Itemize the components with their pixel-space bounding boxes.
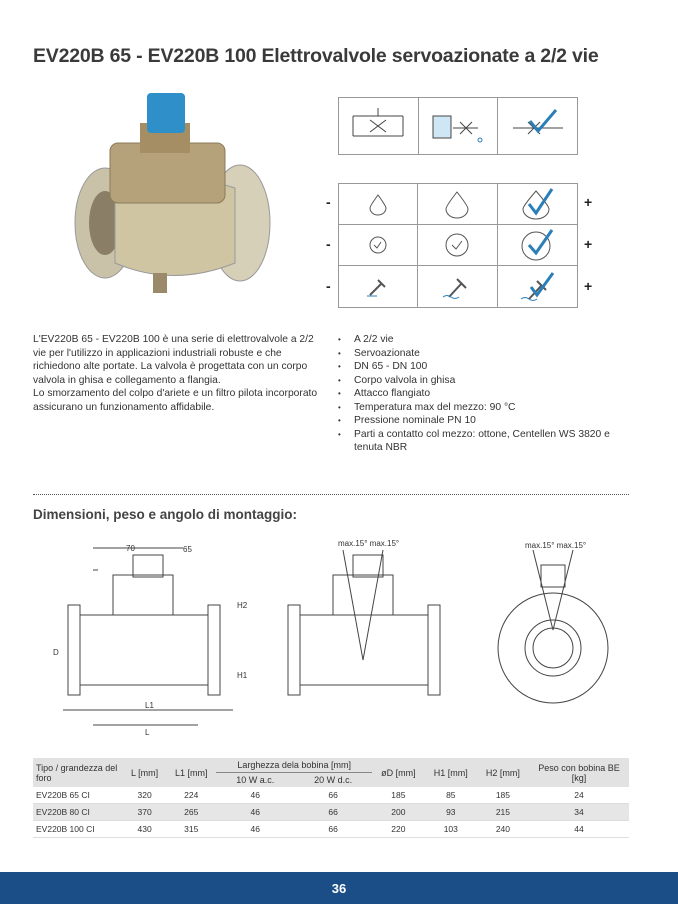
hammer-medium-icon	[418, 266, 497, 307]
feature-item: • A 2/2 vie	[338, 333, 628, 347]
table-cell: EV220B 100 CI	[33, 821, 123, 838]
table-row	[33, 821, 629, 838]
table-cell: EV220B 80 CI	[33, 804, 123, 821]
description	[33, 333, 323, 414]
dim-70: 70	[126, 544, 135, 553]
table-cell: 240	[477, 821, 529, 838]
clock-medium-icon	[418, 225, 497, 266]
feature-item: • DN 65 - DN 100	[338, 360, 628, 374]
plus-sign: +	[584, 278, 593, 294]
feature-item: • Servoazionate	[338, 347, 628, 361]
table-cell: 185	[477, 787, 529, 804]
table-cell: 430	[123, 821, 166, 838]
section-title: Dimensioni, peso e angolo di montaggio:	[33, 507, 298, 522]
drop-medium-icon	[418, 184, 497, 225]
header-l1: L1 [mm]	[166, 758, 216, 787]
table-cell: 265	[166, 804, 216, 821]
feature-item: • Pressione nominale PN 10	[338, 414, 628, 428]
dim-65: 65	[183, 545, 192, 554]
table-cell: 224	[166, 787, 216, 804]
plus-sign: +	[584, 236, 593, 252]
minus-sign: -	[326, 194, 331, 210]
feature-item: • Attacco flangiato	[338, 387, 628, 401]
header-d: øD [mm]	[372, 758, 425, 787]
table-cell: 24	[529, 787, 629, 804]
table-cell: 44	[529, 821, 629, 838]
table-cell: 85	[425, 787, 477, 804]
minus-sign: -	[326, 278, 331, 294]
header-tipo: Tipo / grandezza del foro	[33, 758, 123, 787]
plus-sign: +	[584, 194, 593, 210]
table-cell: 66	[294, 787, 372, 804]
table-cell: 315	[166, 821, 216, 838]
header-dc: 20 W d.c.	[294, 773, 372, 788]
description-paragraph: Lo smorzamento del colpo d'ariete e un filtro pilota incorporato assicurano un funzionamento affidabile.	[33, 388, 318, 413]
divider	[33, 494, 629, 495]
clock-check-icon	[498, 225, 577, 266]
table-cell: 46	[216, 821, 294, 838]
rating-grid	[338, 183, 578, 308]
table-cell: 200	[372, 804, 425, 821]
table-cell: 320	[123, 787, 166, 804]
drop-check-icon	[498, 184, 577, 225]
page-title: EV220B 65 - EV220B 100 Elettrovalvole servoazionate a 2/2 vie	[33, 45, 599, 67]
header-peso: Peso con bobina BE [kg]	[529, 758, 629, 787]
valve-photo	[45, 88, 300, 316]
table-cell: 34	[529, 804, 629, 821]
header-ac: 10 W a.c.	[216, 773, 294, 788]
table-cell: 93	[425, 804, 477, 821]
table-cell: 103	[425, 821, 477, 838]
table-cell: 215	[477, 804, 529, 821]
feature-item: • Temperatura max del mezzo: 90 °C	[338, 401, 628, 415]
dim-h2: H2	[237, 601, 248, 610]
angle-label: max.15° max.15°	[525, 541, 587, 550]
table-cell: 370	[123, 804, 166, 821]
dim-l1: L1	[145, 701, 154, 710]
table-cell: 66	[294, 821, 372, 838]
description-paragraph: L'EV220B 65 - EV220B 100 è una serie di elettrovalvole a 2/2 vie per l'utilizzo in applicazioni industriali robuste e che richiedono alte portate. La valvola è progettata con un corpo valvola in ghisa e collegamento a flangia.	[33, 334, 314, 386]
table-cell: 46	[216, 804, 294, 821]
feature-item: • Parti a contatto col mezzo: ottone, Centellen WS 3820 e tenuta NBR	[338, 428, 628, 455]
header-h2: H2 [mm]	[477, 758, 529, 787]
dim-l: L	[145, 728, 150, 737]
table-cell: 185	[372, 787, 425, 804]
feature-list	[338, 333, 628, 455]
drop-small-icon	[339, 184, 418, 225]
tank-valve-icon	[419, 98, 499, 154]
table-row	[33, 787, 629, 804]
clock-small-icon	[339, 225, 418, 266]
valve-check-icon	[498, 98, 577, 154]
header-l: L [mm]	[123, 758, 166, 787]
dim-h1: H1	[237, 671, 248, 680]
table-cell: 46	[216, 787, 294, 804]
angle-label: max.15° max.15°	[338, 539, 400, 548]
page-footer	[0, 872, 678, 904]
dimensions-table	[33, 758, 629, 838]
header-bobina: Larghezza dela bobina [mm]	[216, 758, 372, 773]
table-cell: EV220B 65 CI	[33, 787, 123, 804]
function-symbols	[338, 97, 578, 155]
minus-sign: -	[326, 236, 331, 252]
page-number: 36	[331, 880, 347, 896]
dimension-drawings	[33, 530, 633, 745]
table-cell: 220	[372, 821, 425, 838]
table-cell: 66	[294, 804, 372, 821]
dim-d: D	[53, 648, 59, 657]
header-h1: H1 [mm]	[425, 758, 477, 787]
hammer-check-icon	[498, 266, 577, 307]
feature-item: • Corpo valvola in ghisa	[338, 374, 628, 388]
table-row	[33, 804, 629, 821]
valve-symbol-icon	[339, 98, 419, 154]
hammer-small-icon	[339, 266, 418, 307]
